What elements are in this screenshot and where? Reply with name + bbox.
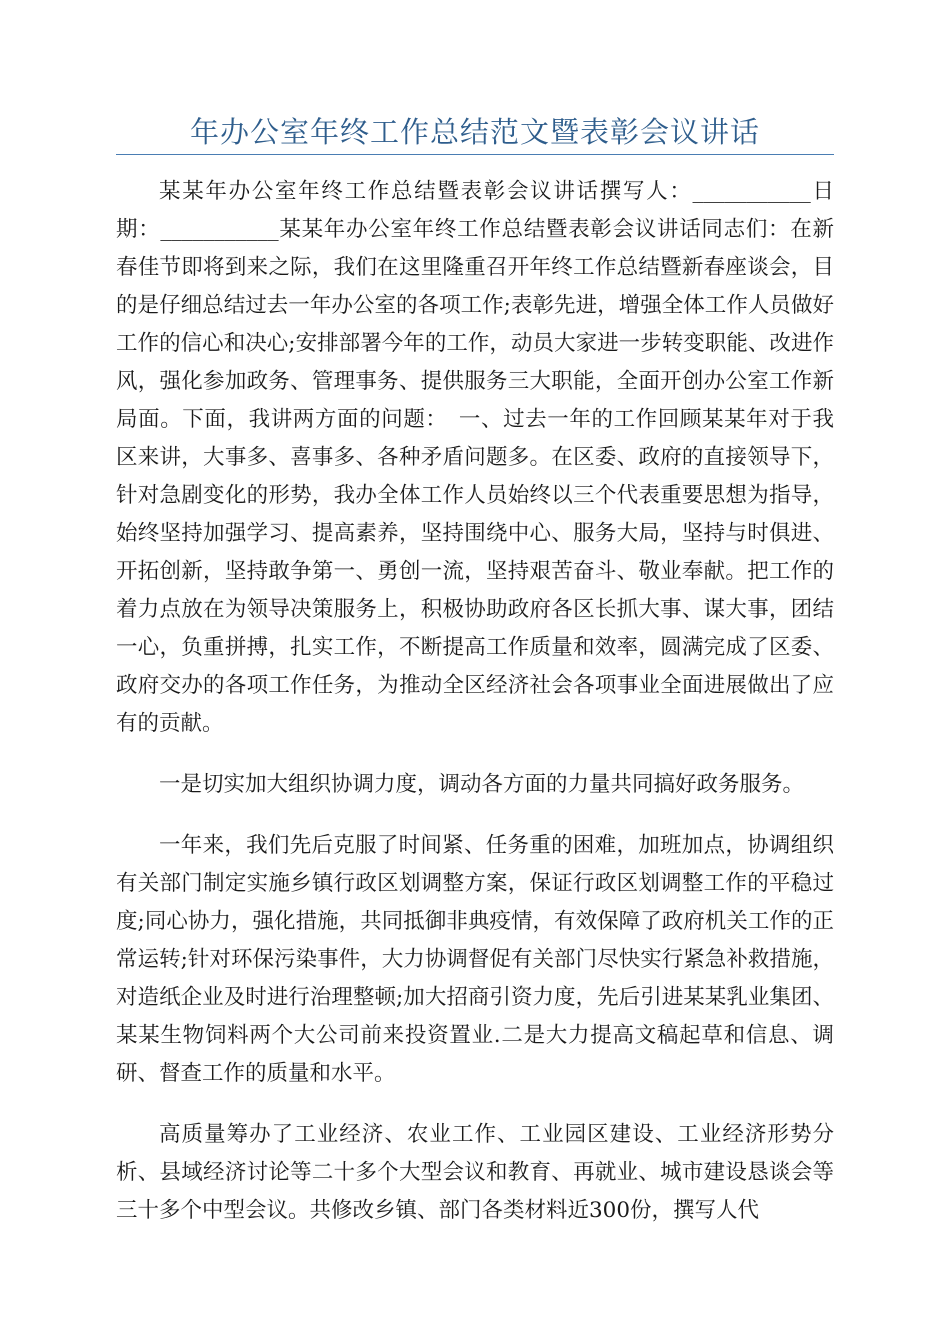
paragraph: 高质量筹办了工业经济、农业工作、工业园区建设、工业经济形势分析、县域经济讨论等二十多个大型会议和教育、再就业、城市建设恳谈会等三十多个中型会议。共修改乡镇、部门各类材料近300份，撰写人代 [116,1122,834,1223]
document-title: 年办公室年终工作总结范文暨表彰会议讲话 [189,115,760,149]
paragraph: 一年来，我们先后克服了时间紧、任务重的困难，加班加点，协调组织有关部门制定实施乡镇行政区划调整方案，保证行政区划调整工作的平稳过度;同心协力，强化措施，共同抵御非典疫情，有效保障了政府机关工作的正常运转;针对环保污染事件，大力协调督促有关部门尽快实行紧急补救措施，对造纸企业及时进行治理整顿;加大招商引资力度，先后引进某某乳业集团、某某生物饲料两个大公司前来投资置业.二是大力提高文稿起草和信息、调研、督查工作的质量和水平。 [116,833,834,1086]
title-underline [116,154,834,155]
paragraph: 一是切实加大组织协调力度，调动各方面的力量共同搞好政务服务。 [159,772,805,797]
paragraph: 某某年办公室年终工作总结暨表彰会议讲话撰写人：___________日期：___________某某年办公室年终工作总结暨表彰会议讲话同志们：在新春佳节即将到来之际，我们在这里隆重召开年终工作总结暨新春座谈会，目的是仔细总结过去一年办公室的各项工作;表彰先进，增强全体工作人员做好工作的信心和决心;安排部署今年的工作，动员大家进一步转变职能、改进作风，强化参加政务、管理事务、提供服务三大职能，全面开创办公室工作新局面。下面，我讲两方面的问题： 一、过去一年的工作回顾某某年对于我区来讲，大事多、喜事多、各种矛盾问题多。在区委、政府的直接领导下，针对急剧变化的形势，我办全体工作人员始终以三个代表重要思想为指导，始终坚持加强学习、提高素养，坚持围绕中心、服务大局，坚持与时俱进、开拓创新，坚持敢争第一、勇创一流，坚持艰苦奋斗、敬业奉献。把工作的着力点放在为领导决策服务上，积极协助政府各区长抓大事、谋大事，团结一心，负重拼搏，扎实工作，不断提高工作质量和效率，圆满完成了区委、政府交办的各项工作任务，为推动全区经济社会各项事业全面进展做出了应有的贡献。 [116,179,834,736]
document-body [116,173,834,1230]
